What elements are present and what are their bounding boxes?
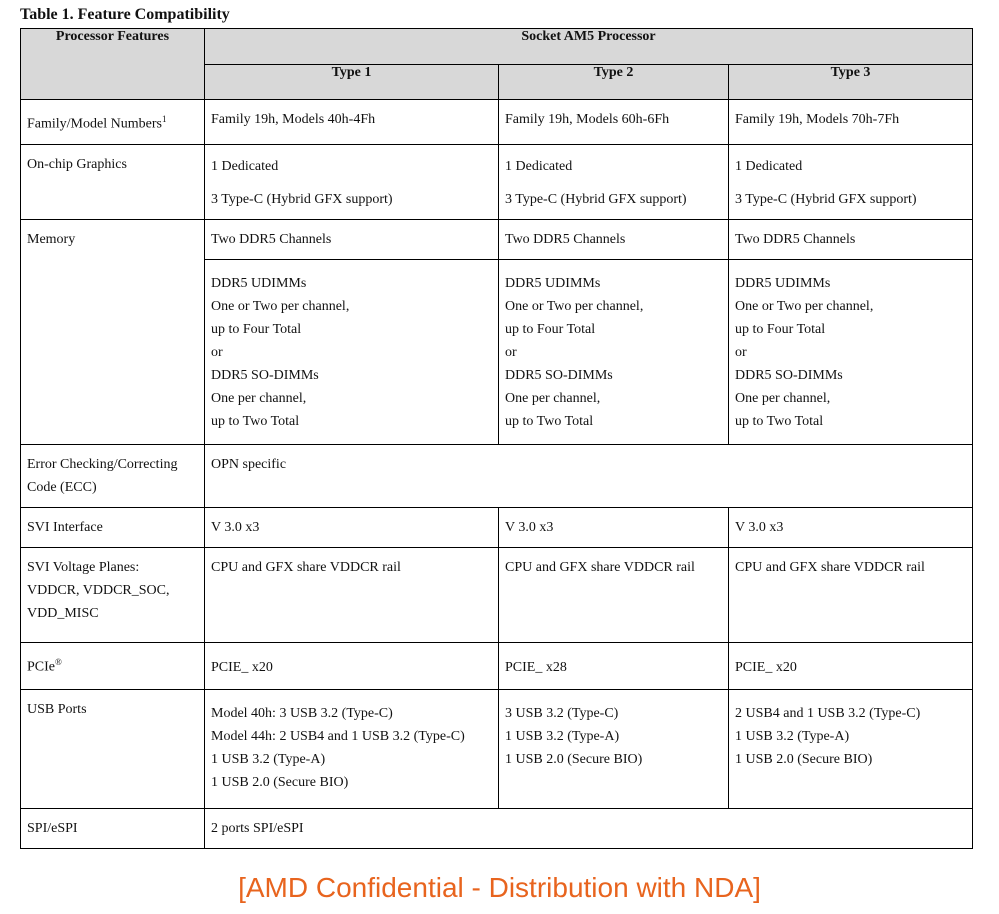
header-type-2: Type 2	[499, 64, 729, 100]
table-cell: Two DDR5 Channels	[211, 231, 332, 247]
table-cell: CPU and GFX share VDDCR rail	[211, 559, 401, 575]
table-cell: 3 Type-C (Hybrid GFX support)	[735, 191, 917, 207]
row-label: Error Checking/Correcting Code (ECC)	[27, 456, 178, 495]
feature-table	[20, 28, 973, 849]
table-cell: CPU and GFX share VDDCR rail	[505, 559, 695, 575]
table-cell: 3 Type-C (Hybrid GFX support)	[505, 191, 687, 207]
table-cell: 2 ports SPI/eSPI	[211, 820, 304, 836]
table-cell: Family 19h, Models 60h-6Fh	[505, 112, 670, 127]
table-cell: 1 Dedicated	[735, 158, 803, 174]
row-graphics	[21, 144, 973, 219]
table-cell: DDR5 UDIMMs One or Two per channel, up to Four Total or DDR5 SO-DIMMs One per channel, up to Two Total	[505, 275, 644, 429]
row-label: SPI/eSPI	[27, 820, 78, 836]
row-memory	[21, 219, 973, 259]
row-label: USB Ports	[27, 701, 87, 717]
row-svi-planes	[21, 547, 973, 642]
table-cell: OPN specific	[211, 456, 287, 472]
table-cell: 2 USB4 and 1 USB 3.2 (Type-C) 1 USB 3.2 (Type-A) 1 USB 2.0 (Secure BIO)	[735, 705, 921, 767]
row-pcie	[21, 642, 973, 689]
table-cell: Family 19h, Models 70h-7Fh	[735, 112, 900, 127]
table-cell: Family 19h, Models 40h-4Fh	[211, 112, 376, 127]
row-label: SVI Voltage Planes: VDDCR, VDDCR_SOC, VDD_MISC	[27, 559, 170, 621]
header-processor-features: Processor Features	[21, 29, 205, 100]
table-cell: PCIE_ x20	[211, 659, 273, 675]
row-family	[21, 100, 973, 145]
table-cell: V 3.0 x3	[735, 519, 784, 535]
header-socket: Socket AM5 Processor	[205, 29, 973, 65]
table-caption: Table 1. Feature Compatibility	[20, 6, 230, 23]
table-cell: DDR5 UDIMMs One or Two per channel, up to Four Total or DDR5 SO-DIMMs One per channel, up to Two Total	[211, 275, 350, 429]
table-cell: Two DDR5 Channels	[505, 231, 626, 247]
table-cell: Model 40h: 3 USB 3.2 (Type-C) Model 44h: 2 USB4 and 1 USB 3.2 (Type-C) 1 USB 3.2 (Type-A) 1 USB 2.0 (Secure BIO)	[211, 705, 465, 790]
table-cell: Two DDR5 Channels	[735, 231, 856, 247]
table-cell: 1 Dedicated	[505, 158, 573, 174]
row-spi	[21, 808, 973, 848]
row-ecc	[21, 444, 973, 507]
row-label: Memory	[27, 231, 76, 247]
table-cell: 3 USB 3.2 (Type-C) 1 USB 3.2 (Type-A) 1 USB 2.0 (Secure BIO)	[505, 705, 643, 767]
table-cell: CPU and GFX share VDDCR rail	[735, 559, 925, 575]
row-label: SVI Interface	[27, 519, 103, 535]
table-cell: 1 Dedicated	[211, 158, 279, 174]
table-cell: PCIE_ x20	[735, 659, 797, 675]
row-label: PCIe®	[27, 656, 62, 675]
header-type-1: Type 1	[205, 64, 499, 100]
table-cell: PCIE_ x28	[505, 659, 567, 675]
table-cell: V 3.0 x3	[505, 519, 554, 535]
table-cell: 3 Type-C (Hybrid GFX support)	[211, 191, 393, 207]
row-label: On-chip Graphics	[27, 156, 127, 172]
header-type-3: Type 3	[729, 64, 973, 100]
row-usb	[21, 689, 973, 808]
row-svi	[21, 507, 973, 547]
table-cell: DDR5 UDIMMs One or Two per channel, up to Four Total or DDR5 SO-DIMMs One per channel, up to Two Total	[735, 275, 874, 429]
row-label: Family/Model Numbers$^1$	[27, 114, 167, 132]
table-cell: V 3.0 x3	[211, 519, 260, 535]
confidential-footer: [AMD Confidential - Distribution with NDA]	[238, 872, 761, 903]
